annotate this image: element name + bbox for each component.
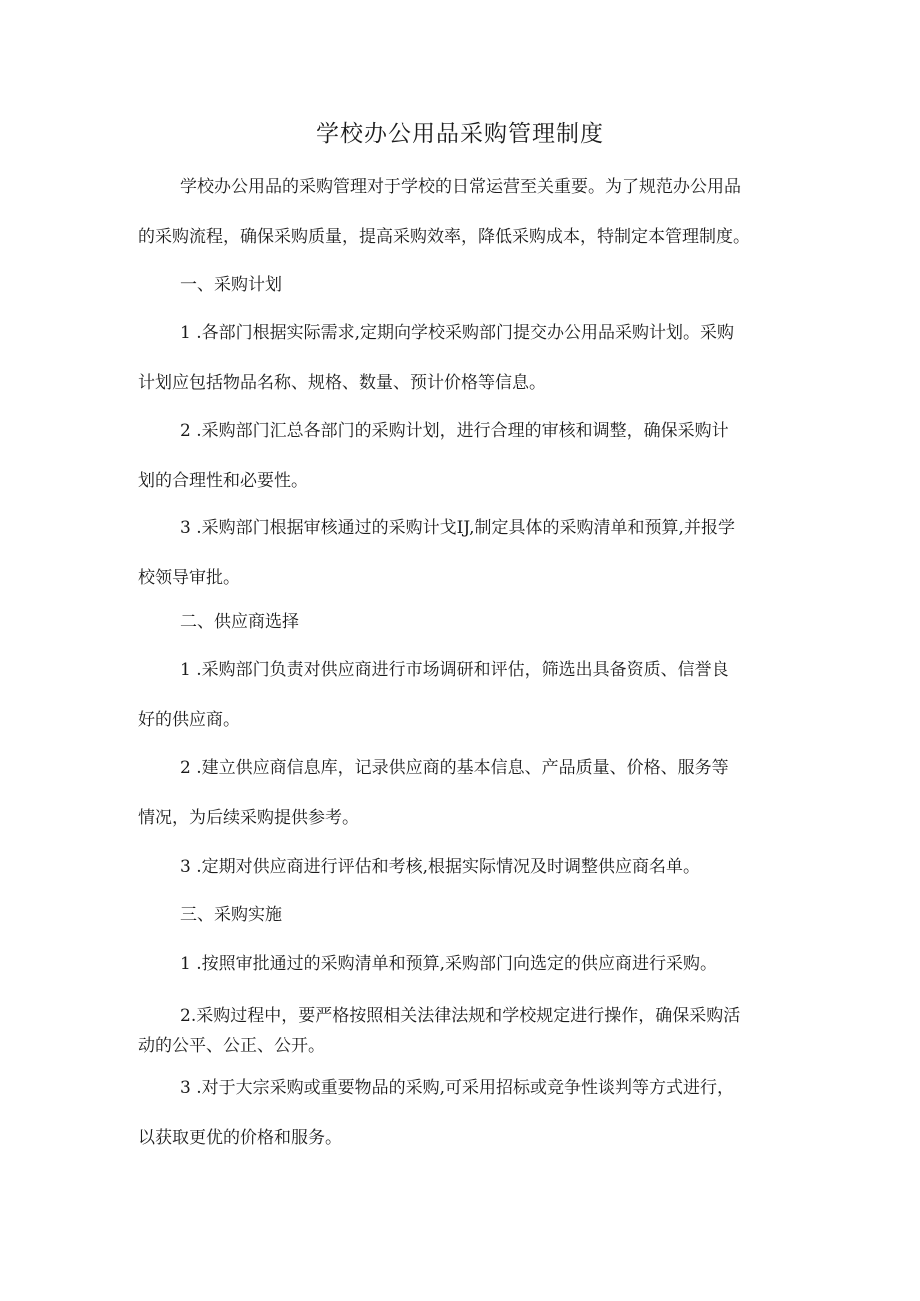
section-heading-supplier-selection: 二、供应商选择 [180,612,299,632]
section-1-item-3 [138,513,798,593]
item-line-1: 2 .采购部门汇总各部门的采购计划，进行合理的审核和调整，确保采购计 [180,421,729,441]
item-line-1: 3 .定期对供应商进行评估和考核,根据实际情况及时调整供应商名单。 [180,857,701,877]
section-1-item-1 [138,318,798,398]
item-line-1: 1 .各部门根据实际需求,定期向学校采购部门提交办公用品采购计划。采购 [180,323,735,343]
item-line-1: 3 .对于大宗采购或重要物品的采购,可采用招标或竞争性谈判等方式进行， [180,1078,735,1098]
item-line-1: 2 .建立供应商信息库，记录供应商的基本信息、产品质量、价格、服务等 [180,758,729,778]
item-line-2: 计划应包括物品名称、规格、数量、预计价格等信息。 [138,373,546,393]
section-heading-procurement-plan: 一、采购计划 [180,275,282,295]
item-line-1: 2.采购过程中，要严格按照相关法律法规和学校规定进行操作，确保采购活 [180,1006,741,1026]
item-line-1: 1 .按照审批通过的采购清单和预算,采购部门向选定的供应商进行采购。 [180,954,718,974]
intro-paragraph [138,172,798,252]
item-line-2: 以获取更优的价格和服务。 [138,1128,342,1148]
section-3-item-3 [138,1073,798,1153]
item-line-2: 校领导审批。 [138,568,240,588]
item-line-2: 动的公平、公正、公开。 [138,1036,325,1056]
intro-line-2: 的采购流程，确保采购质量，提高采购效率，降低采购成本，特制定本管理制度。 [138,227,750,247]
item-line-2: 划的合理性和必要性。 [138,471,308,491]
section-2-item-2 [138,753,798,833]
document-title: 学校办公用品采购管理制度 [316,121,604,147]
section-heading-procurement-implementation: 三、采购实施 [180,905,282,925]
section-1-item-2 [138,416,798,496]
section-3-item-2 [138,1001,798,1061]
item-line-1: 1 .采购部门负责对供应商进行市场调研和评估，筛选出具备资质、信誉良 [180,660,729,680]
item-line-2: 好的供应商。 [138,710,240,730]
section-2-item-1 [138,655,798,735]
section-2-item-3 [138,852,798,882]
item-line-1: 3 .采购部门根据审核通过的采购计戈IJ,制定具体的采购清单和预算,并报学 [180,518,735,538]
intro-line-1: 学校办公用品的采购管理对于学校的日常运营至关重要。为了规范办公用品 [180,177,741,197]
item-line-2: 情况，为后续采购提供参考。 [138,808,359,828]
section-3-item-1 [138,949,798,979]
